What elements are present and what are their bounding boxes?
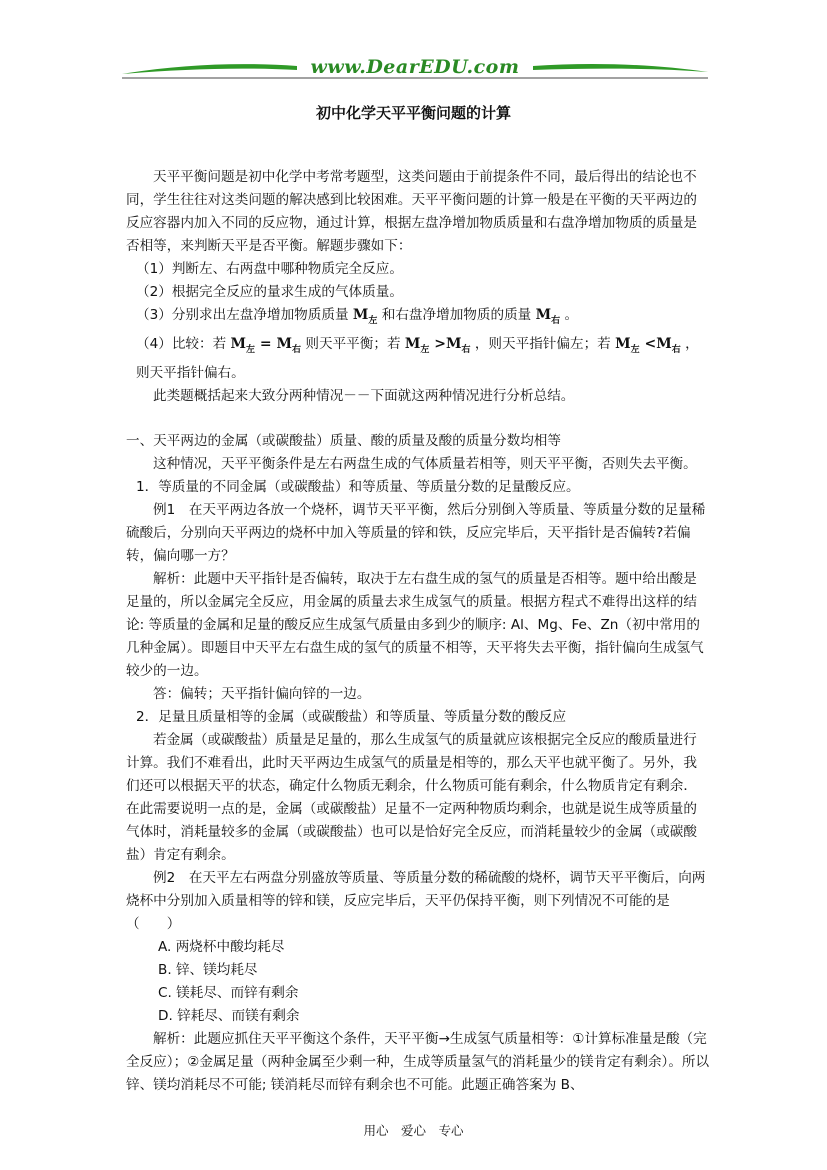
site-url[interactable]: www.DearEDU.com bbox=[310, 56, 520, 78]
page-footer: 用心 爱心 专心 bbox=[363, 1123, 464, 1138]
step-2: （2）根据完全反应的量求生成的气体质量。 bbox=[136, 284, 403, 300]
page-title: 初中化学天平平衡问题的计算 bbox=[315, 104, 511, 122]
example-1-analysis: 解析：此题中天平指针是否偏转，取决于左右盘生成的氢气的质量是否相等。题中给出酸是足量的，所以金属完全反应，用金属的质量去求生成氢气的质量。根据方程式不难得出这样的结论: 等质量的金属和足量的酸反应生成氢气质量由多到少的顺序: Al、Mg、Fe、Zn（初中常用的几种金属）。即题目中天平左右盘生成的氢气的质量不相等，天平将失去平衡，指针偏向生成氢气较少的一边。 bbox=[126, 570, 704, 679]
section-1-heading: 一、天平两边的金属（或碳酸盐）质量、酸的质量及酸的质量分数均相等 bbox=[126, 432, 561, 449]
example-2-analysis: 解析：此题应抓住天平平衡这个条件，天平平衡→生成氢气质量相等：①计算标准量是酸（完全反应）；②金属足量（两种金属至少剩一种，生成等质量氢气的消耗量少的镁肯定有剩余）。所以锌、镁均消耗尽不可能; 镁消耗尽而锌有剩余也不可能。此题正确答案为 B、 bbox=[126, 1030, 710, 1093]
m-right: $M_右$ bbox=[535, 307, 561, 326]
intro-paragraph: 天平平衡问题是初中化学中考常考题型，这类问题由于前提条件不同，最后得出的结论也不同，学生往往对这类问题的解决感到比较困难。天平平衡问题的计算一般是在平衡的天平两边的反应容器内加入不同的反应物，通过计算，根据左盘净增加物质质量和右盘净增加物质的质量是否相等，来判断天平是否平衡。解题步骤如下： bbox=[126, 169, 697, 254]
step-4: （4）比较：若 $M_左 = M_右$ 则天平平衡；若 $M_左 >M_右$ ，则天平指针偏左；若 $M_左 <M_右$ ，则天平指针偏右。 bbox=[136, 335, 699, 381]
summary-paragraph: 此类题概括起来大致分两种情况－－下面就这两种情况进行分析总结。 bbox=[153, 387, 575, 404]
step-1: （1）判断左、右两盘中哪种物质完全反应。 bbox=[136, 261, 403, 277]
option-b: B. 锌、镁均耗尽 bbox=[158, 961, 258, 978]
step-3: （3）分别求出左盘净增加物质质量 $M_左$ 和右盘净增加物质的质量 $M_右$ 。 bbox=[136, 307, 579, 326]
document-body bbox=[126, 166, 710, 1097]
site-header bbox=[122, 52, 708, 86]
section-1-text: 这种情况，天平平衡条件是左右两盘生成的气体质量若相等，则天平平衡，否则失去平衡。 bbox=[153, 455, 697, 472]
example-1-answer: 答：偏转；天平指针偏向锌的一边。 bbox=[153, 685, 371, 702]
example-1: 例1 在天平两边各放一个烧杯，调节天平平衡，然后分别倒入等质量、等质量分数的足量稀硫酸后，分别向天平两边的烧杯中加入等质量的锌和铁，反应完毕后，天平指针是否偏转?若偏转，偏向哪一方？ bbox=[126, 501, 706, 564]
option-c: C. 镁耗尽、而锌有剩余 bbox=[158, 984, 299, 1001]
case-2-text: 若金属（或碳酸盐）质量是足量的，那么生成氢气的质量就应该根据完全反应的酸质量进行计算。我们不难看出，此时天平两边生成氢气的质量是相等的，那么天平也就平衡了。另外，我们还可以根据天平的状态，确定什么物质无剩余，什么物质可能有剩余，什么物质肯定有剩余．在此需要说明一点的是，金属（或碳酸盐）足量不一定两种物质均剩余，也就是说生成等质量的气体时，消耗量较多的金属（或碳酸盐）也可以是恰好完全反应，而消耗量较少的金属（或碳酸盐）肯定有剩余。 bbox=[126, 731, 697, 863]
m-left: $M_左$ bbox=[352, 307, 378, 326]
example-2: 例2 在天平左右两盘分别盛放等质量、等质量分数的稀硫酸的烧杯，调节天平平衡后，向两烧杯中分别加入质量相等的锌和镁，反应完毕后，天平仍保持平衡，则下列情况不可能的是（ ） bbox=[126, 869, 706, 932]
option-a: A. 两烧杯中酸均耗尽 bbox=[158, 938, 285, 955]
case-2-heading: 2．足量且质量相等的金属（或碳酸盐）和等质量、等质量分数的酸反应 bbox=[136, 708, 567, 725]
case-1-heading: 1．等质量的不同金属（或碳酸盐）和等质量、等质量分数的足量酸反应。 bbox=[136, 478, 580, 495]
option-d: D. 锌耗尽、而镁有剩余 bbox=[158, 1007, 300, 1024]
